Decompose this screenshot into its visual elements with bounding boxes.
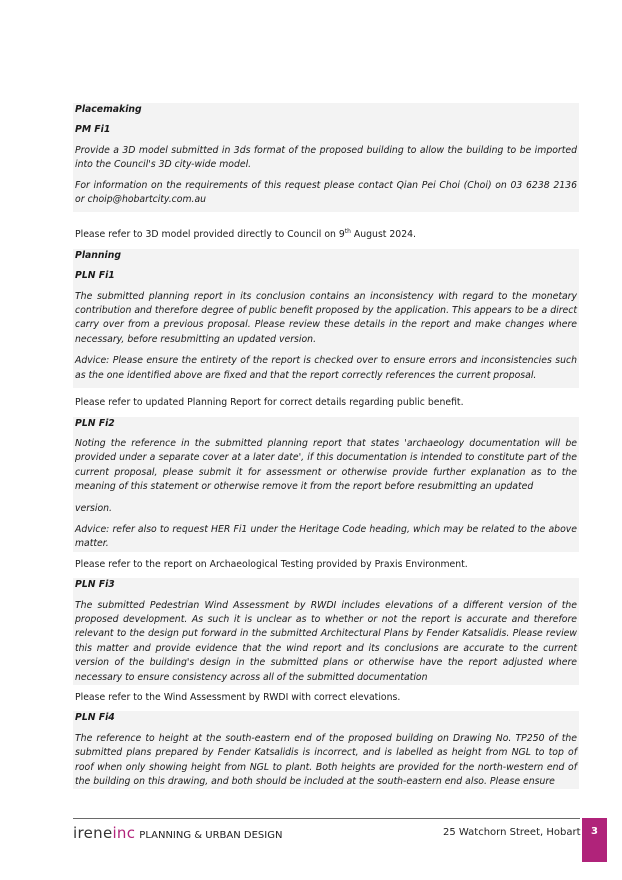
response-text: Please refer to the Wind Assessment by RWDI with correct elevations. xyxy=(75,692,401,703)
advice-text: Advice: refer also to request HER Fi1 under the Heritage Code heading, which may be related to the above matter. xyxy=(75,523,577,550)
footer-divider xyxy=(73,818,580,819)
request-text: Provide a 3D model submitted in 3ds format of the proposed building to allow the building to be imported into the Council's 3D city-wide model. xyxy=(75,144,577,171)
planning-fi1-block xyxy=(73,249,579,388)
request-text: The submitted planning report in its conclusion contains an inconsistency with regard to the monetary contribution and therefore degree of public benefit proposed by the application. This appears to be a direct carry over from a previous proposal. Please review these details in the report and make changes where necessary, before resubmitting an updated version. xyxy=(75,290,577,345)
request-text: The reference to height at the south-eastern end of the proposed building on Drawing No. TP250 of the submitted plans prepared by Fender Katsalidis is incorrect, and is labelled as height from NGL to top of roof when only showing height from NGL to plant. Both heights are provided for the north-western end of the building on this drawing, and both should be included at the south-eastern end also. Please ensure xyxy=(75,732,577,788)
response-text: Please refer to updated Planning Report for correct details regarding public benefit. xyxy=(75,397,464,409)
page-number-badge: 3 xyxy=(582,818,607,862)
section-heading: Planning xyxy=(75,249,121,261)
brand-logo-part-inc: inc xyxy=(112,824,136,842)
planning-fi3-block xyxy=(73,578,579,685)
request-text: Noting the reference in the submitted planning report that states 'archaeology documentation will be provided under a separate cover at a later date', if this documentation is intended to constitute part of the current proposal, please submit it for assessment or otherwise provide further explanation as to the meaning of this statement or otherwise remove it from the report before resubmitting an updated xyxy=(75,437,577,493)
contact-text: For information on the requirements of this request please contact Qian Pei Choi (Choi) on 03 6238 2136 or choip@hobartcity.com.au xyxy=(75,179,577,206)
item-code: PLN Fi2 xyxy=(75,417,115,429)
request-text: The submitted Pedestrian Wind Assessment by RWDI includes elevations of a different version of the proposed development. As such it is unclear as to whether or not the report is accurate and therefore relevant to the design put forward in the submitted Architectural Plans by Fender Katsalidis. Please review this matter and provide evidence that the wind report and its conclusions are accurate to the current version of the building's design in the submitted plans or otherwise have the report adjusted where necessary to ensure consistency across all of the submitted documentation xyxy=(75,599,577,683)
section-heading: Placemaking xyxy=(75,104,142,115)
footer-brand xyxy=(73,823,282,842)
response-text: Please refer to 3D model provided directly to Council on 9th August 2024. xyxy=(75,228,416,241)
item-code: PM Fi1 xyxy=(75,124,111,136)
placemaking-request-block xyxy=(73,103,579,212)
item-code: PLN Fi4 xyxy=(75,712,115,724)
brand-logo-part-irene: irene xyxy=(73,824,113,842)
footer-address: 25 Watchorn Street, Hobart xyxy=(443,827,581,838)
brand-tagline: PLANNING & URBAN DESIGN xyxy=(139,830,283,841)
planning-fi4-block xyxy=(73,711,579,789)
page-content xyxy=(73,103,579,789)
request-text-tail: version. xyxy=(75,502,113,514)
response-text: Please refer to the report on Archaeological Testing provided by Praxis Environment. xyxy=(75,558,468,570)
advice-text: Advice: Please ensure the entirety of the report is checked over to ensure errors and inconsistencies such as the one identified above are fixed and that the report correctly references the current proposal. xyxy=(75,355,577,381)
planning-fi2-block xyxy=(73,417,579,552)
item-code: PLN Fi3 xyxy=(75,579,115,591)
item-code: PLN Fi1 xyxy=(75,270,115,282)
